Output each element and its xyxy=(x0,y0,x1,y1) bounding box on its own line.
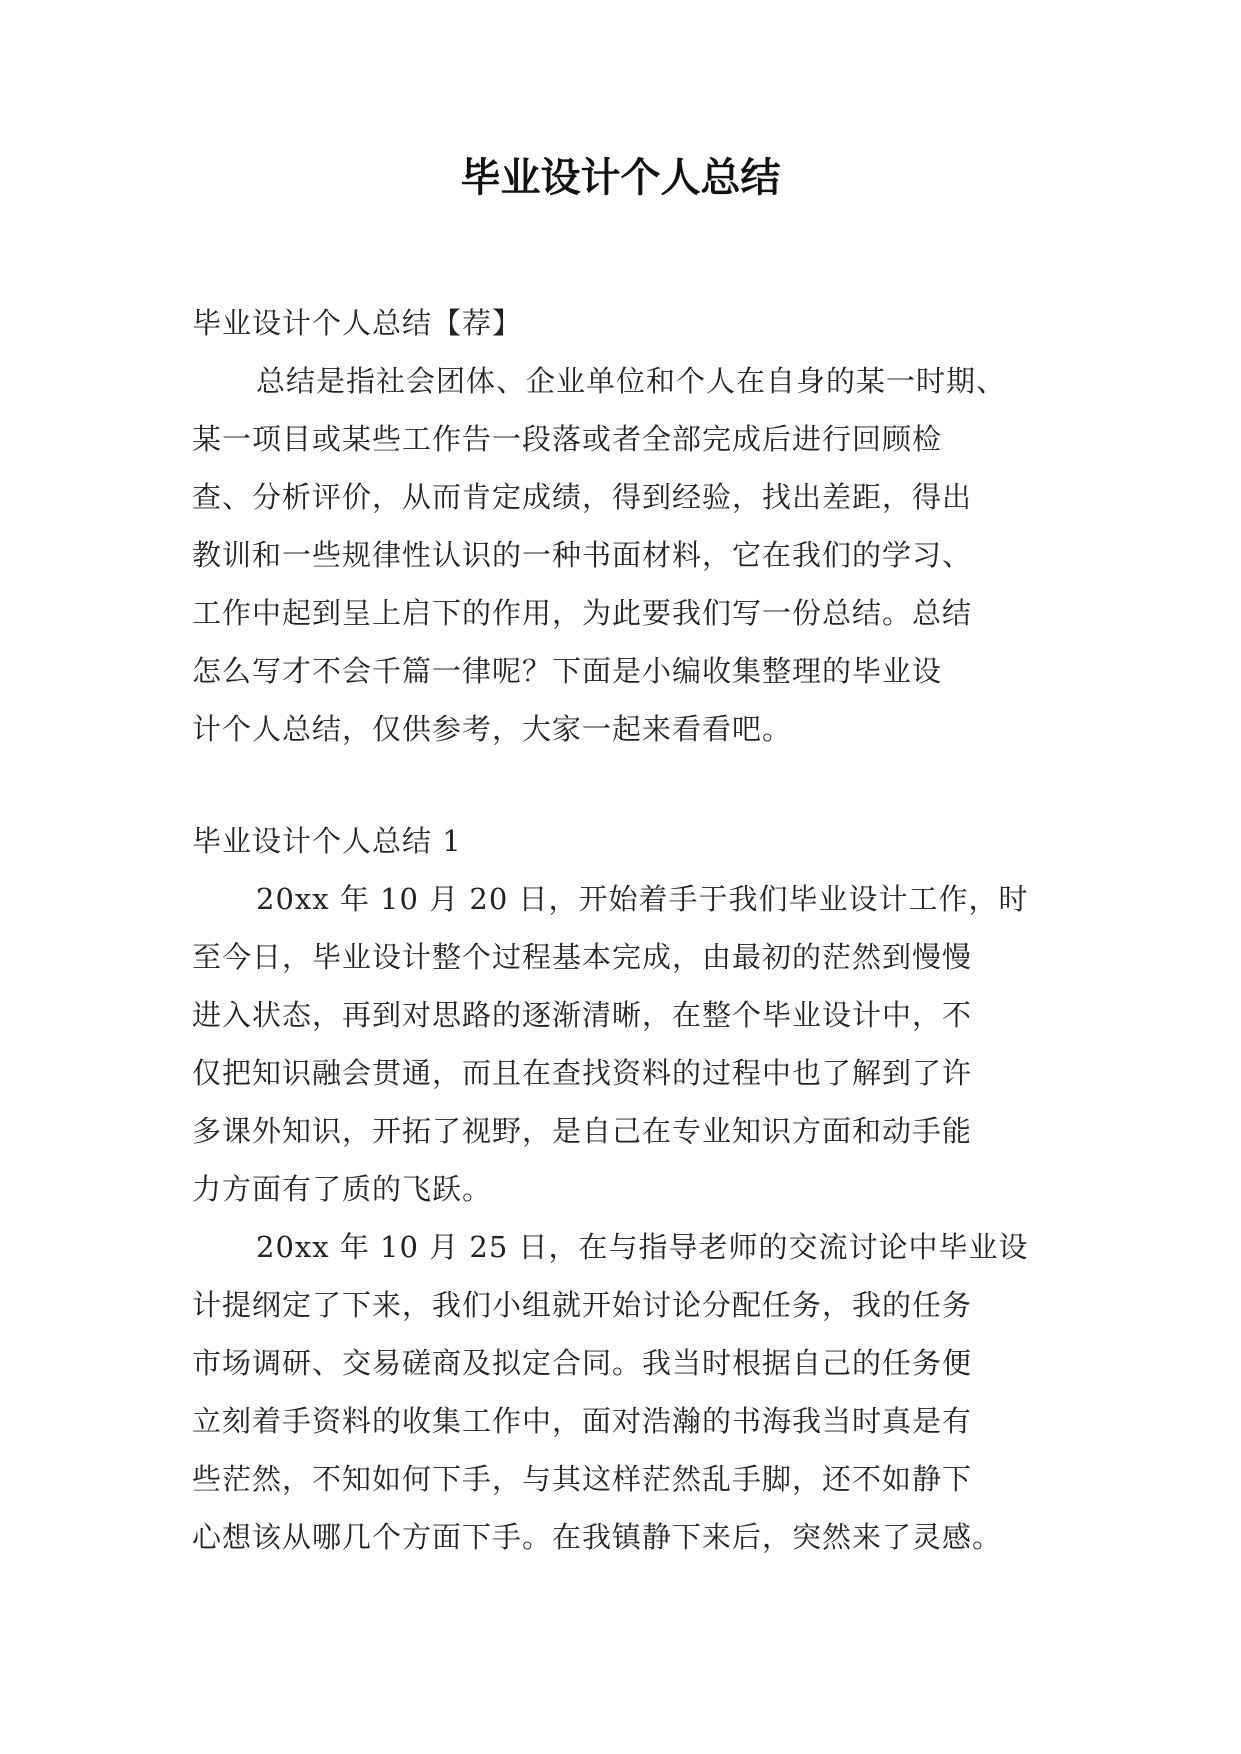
intro-paragraph-line: 总结是指社会团体、企业单位和个人在自身的某一时期、 xyxy=(256,364,1007,398)
section-1-paragraph-1-line: 进入状态，再到对思路的逐渐清晰，在整个毕业设计中，不 xyxy=(192,998,973,1032)
section-1-paragraph-2-line: 心想该从哪几个方面下手。在我镇静下来后，突然来了灵感。 xyxy=(192,1520,1003,1554)
intro-paragraph-line: 计个人总结，仅供参考，大家一起来看看吧。 xyxy=(192,712,793,746)
section-1-paragraph-1-line: 多课外知识，开拓了视野，是自己在专业知识方面和动手能 xyxy=(192,1114,973,1148)
section-1-paragraph-2-line: 立刻着手资料的收集工作中，面对浩瀚的书海我当时真是有 xyxy=(192,1404,973,1438)
intro-paragraph-line: 某一项目或某些工作告一段落或者全部完成后进行回顾检 xyxy=(192,422,943,456)
intro-heading: 毕业设计个人总结【荐】 xyxy=(192,306,523,340)
intro-paragraph-line: 查、分析评价，从而肯定成绩，得到经验，找出差距，得出 xyxy=(192,480,973,514)
section-1-paragraph-2-line: 20xx 年 10 月 25 日，在与指导老师的交流讨论中毕业设 xyxy=(256,1230,1029,1264)
section-1-paragraph-2-line: 计提纲定了下来，我们小组就开始讨论分配任务，我的任务 xyxy=(192,1288,973,1322)
intro-section xyxy=(192,294,1062,758)
section-1-paragraph-1-line: 20xx 年 10 月 20 日，开始着手于我们毕业设计工作，时 xyxy=(256,882,1029,916)
section-1-heading: 毕业设计个人总结 1 xyxy=(192,824,462,858)
section-1-paragraph-1-line: 力方面有了质的飞跃。 xyxy=(192,1172,493,1206)
intro-paragraph-line: 工作中起到呈上启下的作用，为此要我们写一份总结。总结 xyxy=(192,596,973,630)
intro-paragraph-line: 怎么写才不会千篇一律呢？下面是小编收集整理的毕业设 xyxy=(192,654,943,688)
section-1-paragraph-2-line: 些茫然，不知如何下手，与其这样茫然乱手脚，还不如静下 xyxy=(192,1462,973,1496)
section-1-paragraph-1-line: 仅把知识融会贯通，而且在查找资料的过程中也了解到了许 xyxy=(192,1056,973,1090)
section-1-paragraph-2-line: 市场调研、交易磋商及拟定合同。我当时根据自己的任务便 xyxy=(192,1346,973,1380)
document-title: 毕业设计个人总结 xyxy=(460,155,781,201)
section-1-paragraph-1-line: 至今日，毕业设计整个过程基本完成，由最初的茫然到慢慢 xyxy=(192,940,973,974)
intro-paragraph-line: 教训和一些规律性认识的一种书面材料，它在我们的学习、 xyxy=(192,538,973,572)
summary-section-1 xyxy=(192,812,1062,1566)
